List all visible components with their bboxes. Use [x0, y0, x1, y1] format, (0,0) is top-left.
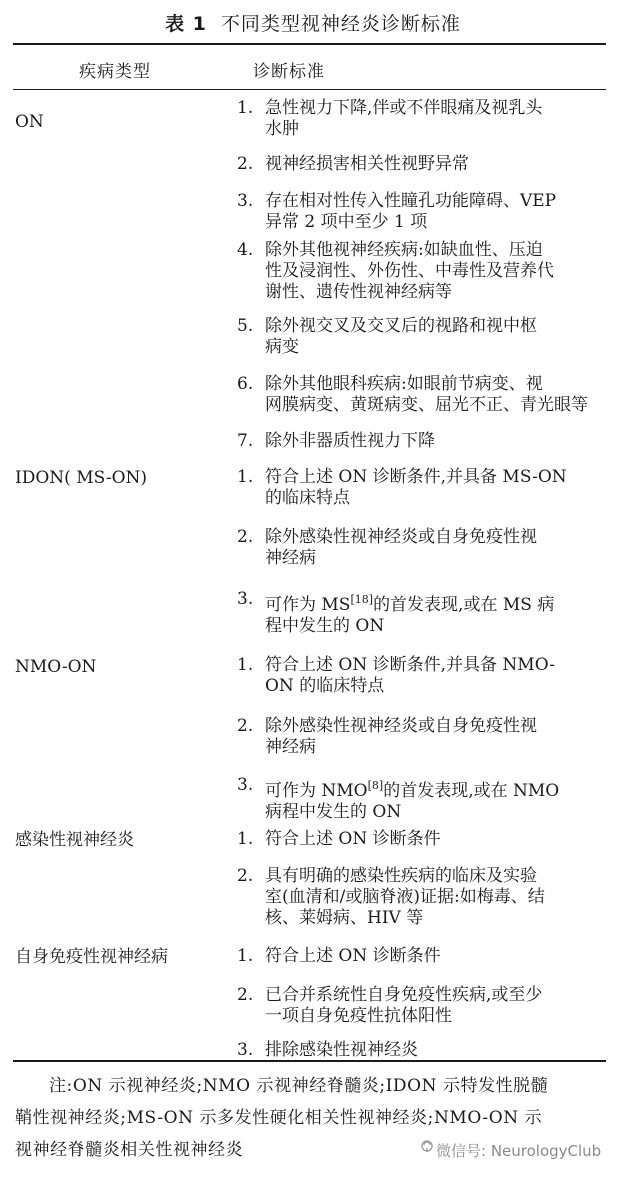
criterion-line: 一项自身免疫性抗体阳性 — [265, 1006, 452, 1026]
criterion-line: 神经病 — [265, 737, 316, 757]
criterion-line: 的临床特点 — [265, 488, 350, 508]
citation-ref: [18] — [350, 593, 374, 606]
criterion-line: 神经病 — [265, 548, 316, 568]
column-header-criteria: 诊断标准 — [253, 62, 325, 82]
criterion-text — [265, 374, 588, 416]
bottom-rule — [13, 1060, 606, 1062]
criterion-number: 4. — [237, 240, 254, 260]
criterion-line: 程中发生的 ON — [265, 616, 385, 636]
criterion-line: 异常 2 项中至少 1 项 — [265, 212, 428, 232]
criterion-line: 符合上述 ON 诊断条件 — [265, 946, 441, 966]
criterion-text-part: 的首发表现,或在 NMO — [383, 781, 560, 801]
citation-ref: [8] — [367, 779, 384, 792]
criterion-text — [265, 467, 567, 509]
criterion-line: 除外感染性视神经炎或自身免疫性视 — [265, 716, 537, 736]
criterion-line: 视神经损害相关性视野异常 — [265, 154, 469, 174]
criterion-line: 急性视力下降,伴或不伴眼痛及视乳头 — [265, 98, 543, 118]
criterion-number: 5. — [237, 316, 254, 336]
criterion-text — [265, 154, 469, 175]
criterion-text — [265, 589, 554, 637]
disease-type-label: NMO-ON — [15, 657, 97, 677]
criterion-number: 6. — [237, 374, 254, 394]
disease-type-label: ON — [15, 112, 44, 132]
criterion-line: 符合上述 ON 诊断条件,并具备 MS-ON — [265, 467, 567, 487]
criterion-text — [265, 985, 542, 1027]
criterion-text — [265, 527, 537, 569]
wechat-icon — [420, 1139, 434, 1155]
table-number: 表 1 — [165, 13, 207, 35]
criterion-text — [265, 1040, 418, 1061]
criterion-number: 2. — [237, 716, 254, 736]
criterion-line: 水肿 — [265, 119, 299, 139]
criterion-text — [265, 191, 556, 233]
criterion-line: 除外非器质性视力下降 — [265, 431, 435, 451]
criterion-text — [265, 655, 555, 697]
disease-type-label: IDON( MS-ON) — [15, 468, 148, 488]
table-note-line: 注:ON 示视神经炎;NMO 示视神经脊髓炎;IDON 示特发性脱髓 — [49, 1076, 549, 1096]
criterion-line: 符合上述 ON 诊断条件 — [265, 829, 441, 849]
header-rule — [13, 89, 606, 90]
criterion-text — [265, 866, 545, 929]
criterion-number: 2. — [237, 154, 254, 174]
criterion-number: 3. — [237, 191, 254, 211]
criterion-line: 存在相对性传入性瞳孔功能障碍、VEP — [265, 191, 557, 211]
table-title — [0, 9, 626, 36]
criterion-number: 7. — [237, 431, 254, 451]
top-rule — [13, 43, 606, 45]
criterion-text — [265, 829, 441, 850]
criterion-text — [265, 716, 537, 758]
criterion-text-part: 可作为 MS — [265, 595, 351, 615]
criterion-line: 病程中发生的 ON — [265, 802, 402, 822]
criterion-line — [265, 589, 554, 616]
criterion-number: 1. — [237, 829, 254, 849]
criterion-number: 3. — [237, 589, 254, 609]
criterion-line: 谢性、遗传性视神经病等 — [265, 282, 452, 302]
criterion-number: 1. — [237, 946, 254, 966]
criterion-line: 除外其他视神经疾病:如缺血性、压迫 — [265, 240, 543, 260]
table-caption: 不同类型视神经炎诊断标准 — [220, 13, 461, 35]
criterion-line: ON 的临床特点 — [265, 676, 385, 696]
criterion-number: 1. — [237, 655, 254, 675]
column-header-type: 疾病类型 — [79, 62, 151, 82]
criterion-line: 性及浸润性、外伤性、中毒性及营养代 — [265, 261, 554, 281]
criterion-text — [265, 316, 537, 358]
criterion-number: 3. — [237, 775, 254, 795]
criterion-text — [265, 775, 559, 823]
criterion-text-part: 的首发表现,或在 MS 病 — [373, 595, 555, 615]
criterion-line: 核、莱姆病、HIV 等 — [265, 908, 424, 928]
criterion-text — [265, 240, 554, 303]
disease-type-label: 自身免疫性视神经病 — [15, 947, 168, 967]
criterion-text — [265, 431, 435, 452]
criterion-line: 符合上述 ON 诊断条件,并具备 NMO- — [265, 655, 556, 675]
criterion-line: 病变 — [265, 337, 299, 357]
criterion-text-part: 可作为 NMO — [265, 781, 368, 801]
criterion-line: 具有明确的感染性疾病的临床及实验 — [265, 866, 537, 886]
criterion-line: 除外感染性视神经炎或自身免疫性视 — [265, 527, 537, 547]
criterion-number: 2. — [237, 985, 254, 1005]
table-note-line: 鞘性视神经炎;MS-ON 示多发性硬化相关性视神经炎;NMO-ON 示 — [15, 1108, 543, 1128]
criterion-line: 已合并系统性自身免疫性疾病,或至少 — [265, 985, 543, 1005]
disease-type-label: 感染性视神经炎 — [15, 830, 134, 850]
criterion-number: 3. — [237, 1040, 254, 1060]
criterion-line: 除外其他眼科疾病:如眼前节病变、视 — [265, 374, 543, 394]
criterion-number: 1. — [237, 98, 254, 118]
criterion-text — [265, 98, 542, 140]
criterion-line: 室(血清和/或脑脊液)证据:如梅毒、结 — [265, 887, 545, 907]
criterion-number: 2. — [237, 527, 254, 547]
table-note-line: 视神经脊髓炎相关性视神经炎 — [15, 1140, 244, 1160]
criterion-line: 排除感染性视神经炎 — [265, 1040, 418, 1060]
watermark: 微信号: NeurologyClub — [436, 1142, 602, 1160]
criterion-line: 网膜病变、黄斑病变、屈光不正、青光眼等 — [265, 395, 588, 415]
criterion-number: 2. — [237, 866, 254, 886]
criterion-line — [265, 775, 559, 802]
criterion-line: 除外视交叉及交叉后的视路和视中枢 — [265, 316, 537, 336]
criterion-text — [265, 946, 441, 967]
criterion-number: 1. — [237, 467, 254, 487]
